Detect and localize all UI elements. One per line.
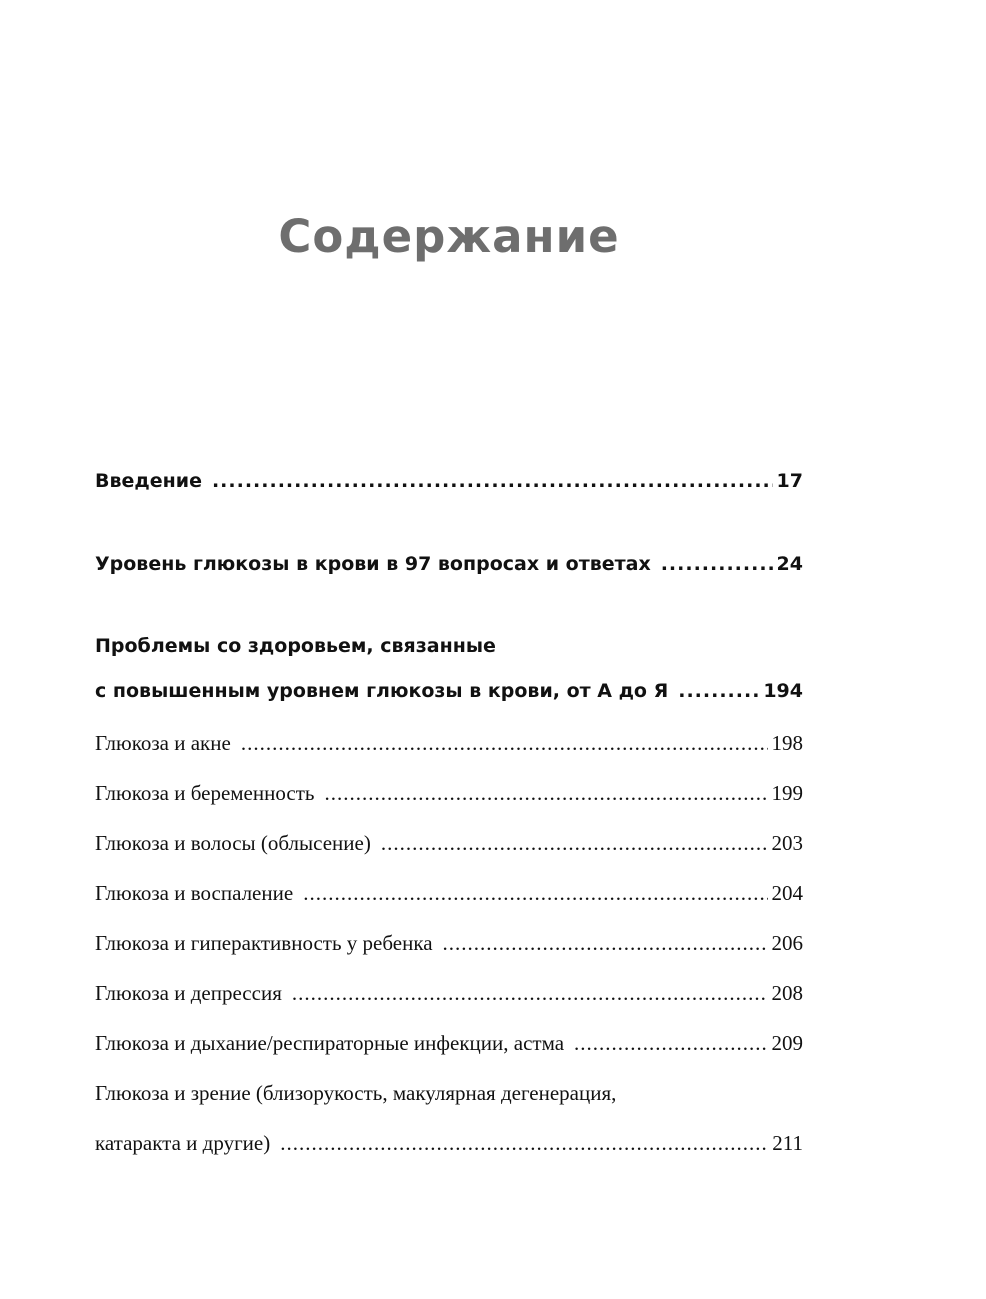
dot-leader <box>280 1128 768 1158</box>
toc-subentry-label: Глюкоза и воспаление <box>95 881 294 905</box>
dot-leader <box>381 828 768 858</box>
toc-subentry-label: катаракта и другие) <box>95 1131 271 1155</box>
toc-subentry-vision-line1[interactable] <box>95 1078 803 1108</box>
toc-subentry-label: Глюкоза и дыхание/респираторные инфекции, астма <box>95 1031 565 1055</box>
toc-subentry-page: 203 <box>771 831 803 855</box>
toc-subentry-pregnancy[interactable] <box>95 778 803 808</box>
toc-entry-label: с повышенным уровнем глюкозы в крови, от А до Я <box>95 680 669 702</box>
toc-subentry-depression[interactable] <box>95 978 803 1008</box>
dot-leader <box>292 978 768 1008</box>
toc-entry-health-problems-line2[interactable] <box>95 676 803 706</box>
toc-entry-page: 194 <box>763 680 803 702</box>
dot-leader <box>324 778 767 808</box>
toc-entry-page: 24 <box>776 553 803 575</box>
toc-subentry-page: 211 <box>772 1131 803 1155</box>
toc-entry-page: 17 <box>776 470 803 492</box>
toc-subentry-breathing[interactable] <box>95 1028 803 1058</box>
page-title: Содержание <box>278 210 620 263</box>
toc-entry-label: Уровень глюкозы в крови в 97 вопросах и ответах <box>95 553 651 575</box>
toc-subentry-inflammation[interactable] <box>95 878 803 908</box>
toc-subentry-page: 206 <box>771 931 803 955</box>
toc-subentry-label: Глюкоза и депрессия <box>95 981 282 1005</box>
toc-subentry-label: Глюкоза и зрение (близорукость, макулярная дегенерация, <box>95 1081 617 1105</box>
toc-subentry-page: 198 <box>771 731 803 755</box>
dot-leader <box>212 466 773 496</box>
toc-subentry-label: Глюкоза и беременность <box>95 781 315 805</box>
toc-subentry-label: Глюкоза и гиперактивность у ребенка <box>95 931 433 955</box>
toc-subentry-page: 199 <box>771 781 803 805</box>
dot-leader <box>574 1028 767 1058</box>
toc-subentry-hyperactivity[interactable] <box>95 928 803 958</box>
dot-leader <box>678 676 759 706</box>
toc-subentry-hair[interactable] <box>95 828 803 858</box>
toc-entry-label: Введение <box>95 470 202 492</box>
toc-entry-introduction[interactable] <box>95 466 803 496</box>
dot-leader <box>661 549 773 579</box>
dot-leader <box>443 928 768 958</box>
toc-entry-health-problems-line1[interactable] <box>95 631 803 661</box>
toc-subentry-page: 204 <box>771 881 803 905</box>
toc-subentry-vision-line2[interactable] <box>95 1128 803 1158</box>
toc-subentry-page: 208 <box>771 981 803 1005</box>
toc-entry-label: Проблемы со здоровьем, связанные <box>95 635 496 657</box>
dot-leader <box>303 878 767 908</box>
toc-subentry-page: 209 <box>771 1031 803 1055</box>
toc-subentry-label: Глюкоза и волосы (облысение) <box>95 831 371 855</box>
toc-subentry-label: Глюкоза и акне <box>95 731 231 755</box>
dot-leader <box>241 728 768 758</box>
toc-entry-questions[interactable] <box>95 549 803 579</box>
toc-subentry-acne[interactable] <box>95 728 803 758</box>
